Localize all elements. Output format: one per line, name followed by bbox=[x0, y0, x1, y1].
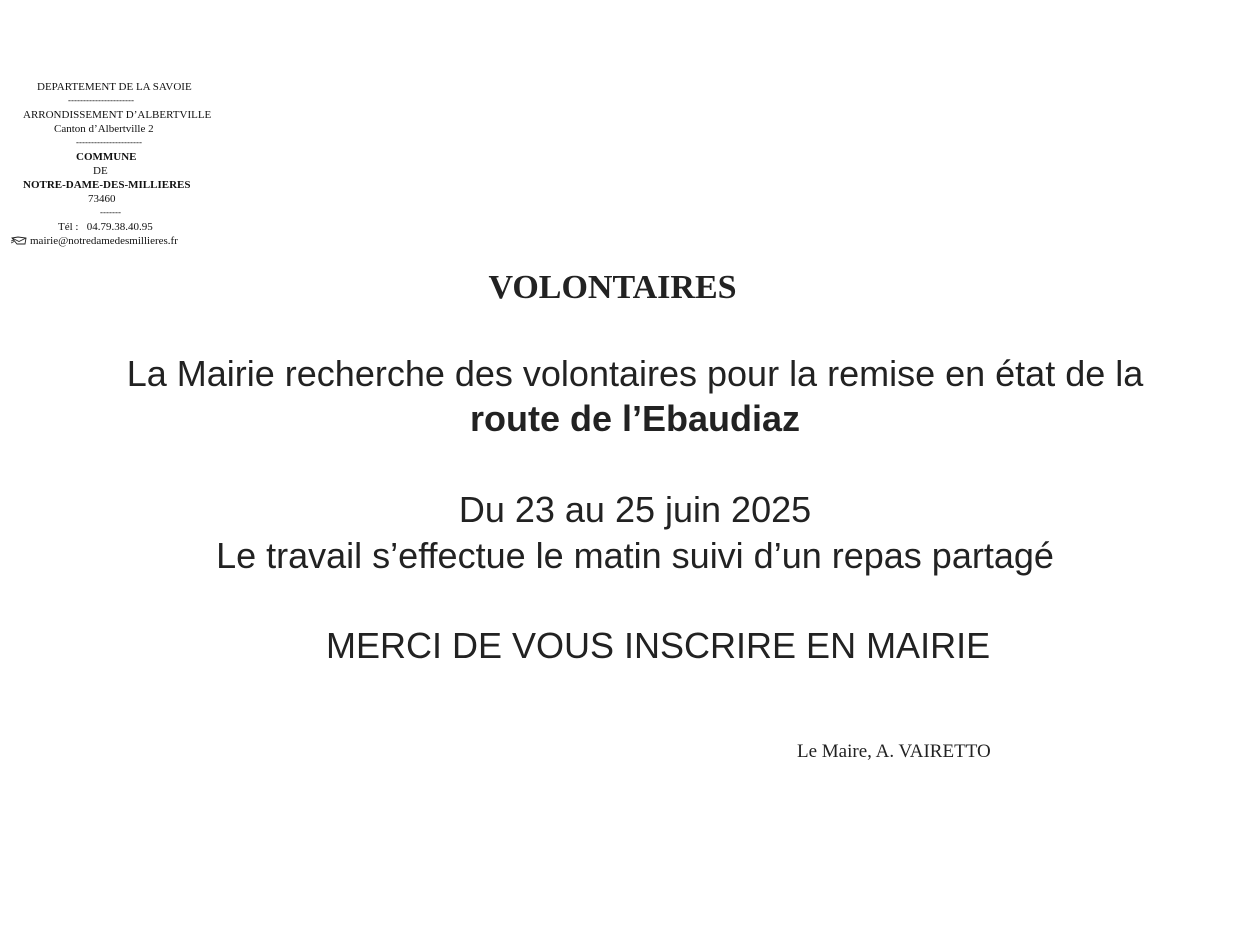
letterhead-separator: ------- bbox=[100, 207, 121, 217]
road-name: route de l’Ebaudiaz bbox=[469, 398, 801, 439]
department-line: DEPARTEMENT DE LA SAVOIE bbox=[37, 81, 192, 93]
email-line bbox=[11, 234, 178, 248]
phone-number: Tél : 04.79.38.40.95 bbox=[58, 221, 153, 233]
mayor-signature: Le Maire, A. VAIRETTO bbox=[797, 741, 991, 762]
notice-title: VOLONTAIRES bbox=[488, 269, 737, 306]
work-details: Le travail s’effectue le matin suivi d’un repas partagé bbox=[216, 535, 1054, 576]
arrondissement-line: ARRONDISSEMENT D’ALBERTVILLE bbox=[23, 109, 212, 121]
registration-call: MERCI DE VOUS INSCRIRE EN MAIRIE bbox=[326, 625, 991, 666]
date-range: Du 23 au 25 juin 2025 bbox=[458, 489, 812, 530]
envelope-icon bbox=[11, 236, 27, 245]
letterhead-separator: ---------------------- bbox=[76, 137, 142, 147]
letterhead-separator: ---------------------- bbox=[68, 95, 134, 105]
postal-code: 73460 bbox=[88, 193, 116, 205]
intro-text: La Mairie recherche des volontaires pour la remise en état de la bbox=[126, 353, 1144, 394]
commune-label: COMMUNE bbox=[76, 151, 137, 163]
commune-name: NOTRE-DAME-DES-MILLIERES bbox=[23, 179, 191, 191]
email-address[interactable]: mairie@notredamedesmillieres.fr bbox=[30, 235, 178, 247]
canton-line: Canton d’Albertville 2 bbox=[54, 123, 154, 135]
commune-de: DE bbox=[93, 165, 108, 177]
